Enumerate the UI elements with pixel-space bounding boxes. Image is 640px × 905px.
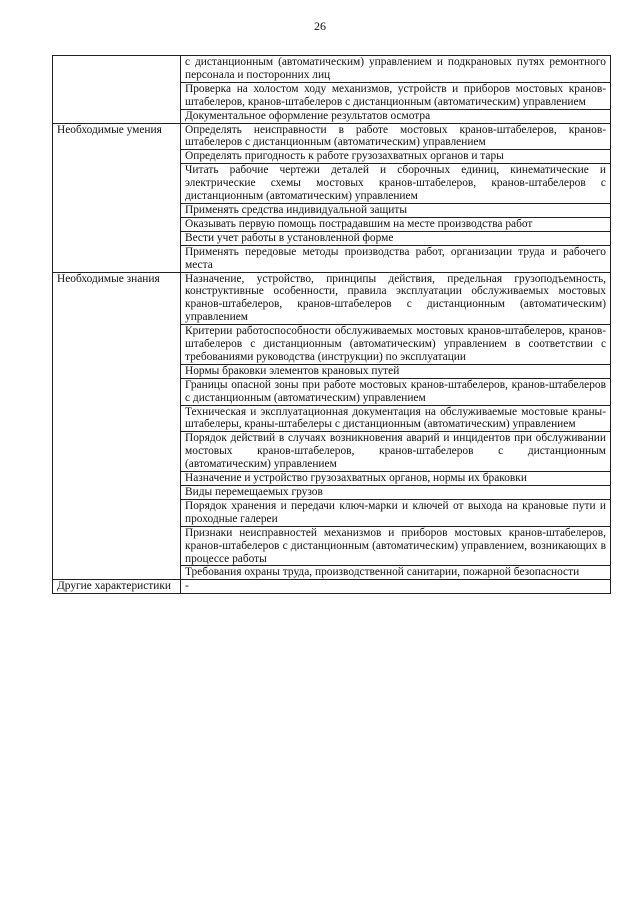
row-text: Читать рабочие чертежи деталей и сборочных единиц, кинематические и электрические схемы мостовых кранов-штабелеров, кранов-штабелеров с дистанционным (автоматическим) управлением <box>181 164 611 204</box>
section-label-skills: Необходимые умения <box>53 123 181 272</box>
row-text: Нормы браковки элементов крановых путей <box>181 364 611 378</box>
row-text: Виды перемещаемых грузов <box>181 486 611 500</box>
row-text: Техническая и эксплуатационная документация на обслуживаемые мостовые краны-штабелеры, краны-штабелеры с дистанционным (автоматическим) управлением <box>181 405 611 432</box>
section-label-knowledge: Необходимые знания <box>53 272 181 580</box>
row-text: Критерии работоспособности обслуживаемых мостовых кранов-штабелеров, кранов-штабелеров с дистанционным (автоматическим) управлением в соответствии с требованиями руководства (инструкции) по эксплуатации <box>181 325 611 365</box>
row-text: Оказывать первую помощь пострадавшим на месте производства работ <box>181 217 611 231</box>
table-row <box>53 56 611 83</box>
requirements-table <box>52 55 611 594</box>
row-text: Порядок хранения и передачи ключ-марки и ключей от выхода на крановые пути и проходные галереи <box>181 499 611 526</box>
section-label-other: Другие характеристики <box>53 580 181 594</box>
table-row <box>53 272 611 325</box>
row-text: Проверка на холостом ходу механизмов, устройств и приборов мостовых кранов-штабелеров, кранов-штабелеров с дистанционным (автоматическим) управлением <box>181 82 611 109</box>
row-text: Применять передовые методы производства работ, организации труда и рабочего места <box>181 245 611 272</box>
row-text: Применять средства индивидуальной защиты <box>181 203 611 217</box>
row-text: Определять пригодность к работе грузозахватных органов и тары <box>181 150 611 164</box>
row-text: Вести учет работы в установленной форме <box>181 231 611 245</box>
table-row <box>53 580 611 594</box>
row-text: Назначение и устройство грузозахватных органов, нормы их браковки <box>181 472 611 486</box>
row-text: Порядок действий в случаях возникновения аварий и инцидентов при обслуживании мостовых кранов-штабелеров, кранов-штабелеров с дистанционным (автоматическим) управлением <box>181 432 611 472</box>
row-text: Назначение, устройство, принципы действия, предельная грузоподъемность, конструктивные особенности, правила эксплуатации обслуживаемых мостовых кранов-штабелеров, кранов-штабелеров с дистанционным (автоматическим) управлением <box>181 272 611 325</box>
row-text: с дистанционным (автоматическим) управлением и подкрановых путях ремонтного персонала и посторонних лиц <box>181 56 611 83</box>
row-text: Требования охраны труда, производственной санитарии, пожарной безопасности <box>181 566 611 580</box>
row-text: Границы опасной зоны при работе мостовых кранов-штабелеров, кранов-штабелеров с дистанционным (автоматическим) управлением <box>181 378 611 405</box>
page-number: 26 <box>314 19 326 33</box>
row-text: Определять неисправности в работе мостовых кранов-штабелеров, кранов-штабелеров с дистанционным (автоматическим) управлением <box>181 123 611 150</box>
row-label <box>53 56 181 124</box>
row-text: Документальное оформление результатов осмотра <box>181 109 611 123</box>
row-text: - <box>181 580 611 594</box>
table-row <box>53 123 611 150</box>
row-text: Признаки неисправностей механизмов и приборов мостовых кранов-штабелеров, кранов-штабелеров с дистанционным (автоматическим) управлением, возникающих в процессе работы <box>181 526 611 566</box>
